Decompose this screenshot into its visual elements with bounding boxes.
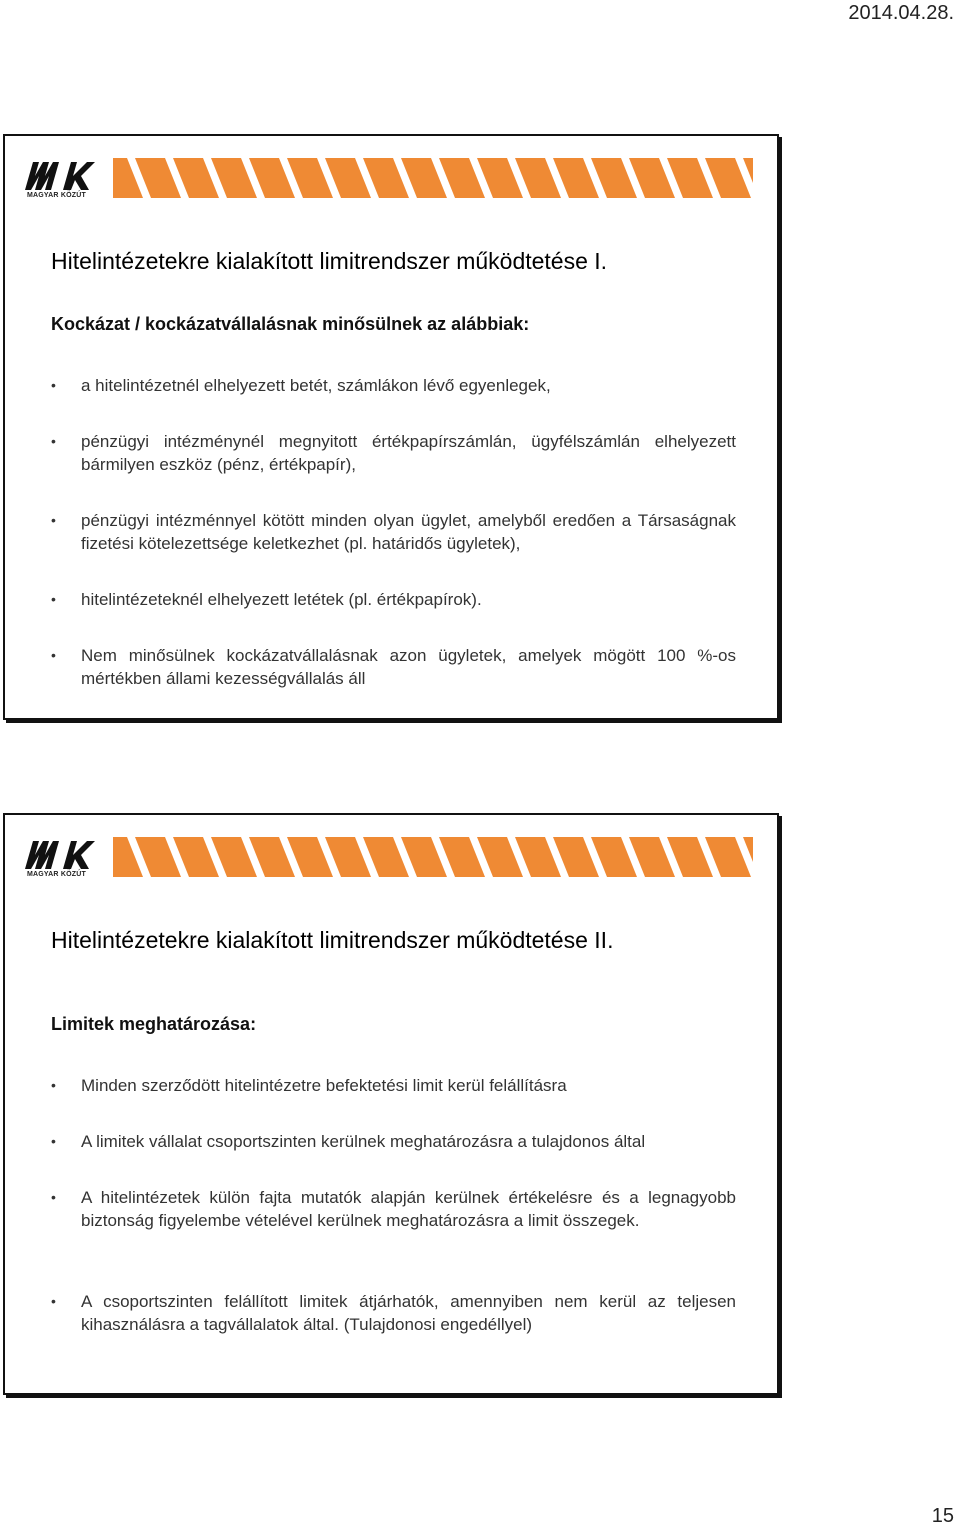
logo-label: MAGYAR KÖZÚT: [27, 871, 86, 878]
bullet-icon: •: [51, 591, 56, 607]
list-item-text: hitelintézeteknél elhelyezett letétek (pl. értékpapírok).: [81, 590, 482, 609]
bullet-icon: •: [51, 1293, 56, 1309]
slide-2: [3, 813, 779, 1395]
bullet-icon: •: [51, 377, 56, 393]
list-item: [53, 1130, 736, 1153]
list-item-text: Minden szerződött hitelintézetre befektetési limit kerül felállításra: [81, 1076, 567, 1095]
list-item-text: pénzügyi intézménynél megnyitott értékpapírszámlán, ügyfélszámlán elhelyezett bármilyen eszköz (pénz, értékpapír),: [81, 432, 736, 474]
orange-stripe-band: [113, 158, 753, 198]
bullet-icon: •: [51, 433, 56, 449]
magyar-kozut-logo: [23, 156, 99, 204]
list-item: [53, 374, 736, 397]
bullet-icon: •: [51, 1077, 56, 1093]
slide-header: [5, 815, 777, 885]
list-item-text: Nem minősülnek kockázatvállalásnak azon ügyletek, amelyek mögött 100 %-os mértékben állami kezességvállalás áll: [81, 646, 736, 688]
list-item-text: A csoportszinten felállított limitek átjárhatók, amennyiben nem kerül az teljesen kihasználásra a tagvállalatok által. (Tulajdonosi engedéllyel): [81, 1292, 736, 1334]
slide-title: Hitelintézetekre kialakított limitrendszer működtetése II.: [51, 927, 614, 953]
list-item: [53, 1186, 736, 1232]
slide-subheading: Kockázat / kockázatvállalásnak minősülnek az alábbiak:: [51, 314, 530, 334]
slide-1: [3, 134, 779, 720]
list-item: [53, 509, 736, 555]
list-item-text: a hitelintézetnél elhelyezett betét, számlákon lévő egyenlegek,: [81, 376, 551, 395]
bullet-icon: •: [51, 647, 56, 663]
bullet-icon: •: [51, 1189, 56, 1205]
list-item: [53, 1074, 736, 1097]
list-item: [53, 588, 736, 611]
list-item-text: pénzügyi intézménnyel kötött minden olyan ügylet, amelyből eredően a Társaságnak fizetési kötelezettsége keletkezhet (pl. határidős ügyletek),: [81, 511, 736, 553]
page-date: 2014.04.28.: [848, 2, 954, 24]
orange-stripe-band: [113, 837, 753, 877]
list-item: [53, 430, 736, 476]
list-item-text: A limitek vállalat csoportszinten kerülnek meghatározásra a tulajdonos által: [81, 1132, 646, 1151]
page-number: 15: [931, 1505, 954, 1527]
slide-header: [5, 136, 777, 206]
list-item: [53, 1290, 736, 1336]
bullet-icon: •: [51, 1133, 56, 1149]
slide-subheading: Limitek meghatározása:: [51, 1014, 257, 1034]
logo-label: MAGYAR KÖZÚT: [27, 192, 86, 199]
bullet-icon: •: [51, 512, 56, 528]
slide-title: Hitelintézetekre kialakított limitrendszer működtetése I.: [51, 248, 608, 274]
list-item-text: A hitelintézetek külön fajta mutatók alapján kerülnek értékelésre és a legnagyobb biztonság figyelembe vételével kerülnek meghatározásra a limit összegek.: [81, 1188, 736, 1230]
list-item: [53, 644, 736, 690]
magyar-kozut-logo: [23, 835, 99, 883]
